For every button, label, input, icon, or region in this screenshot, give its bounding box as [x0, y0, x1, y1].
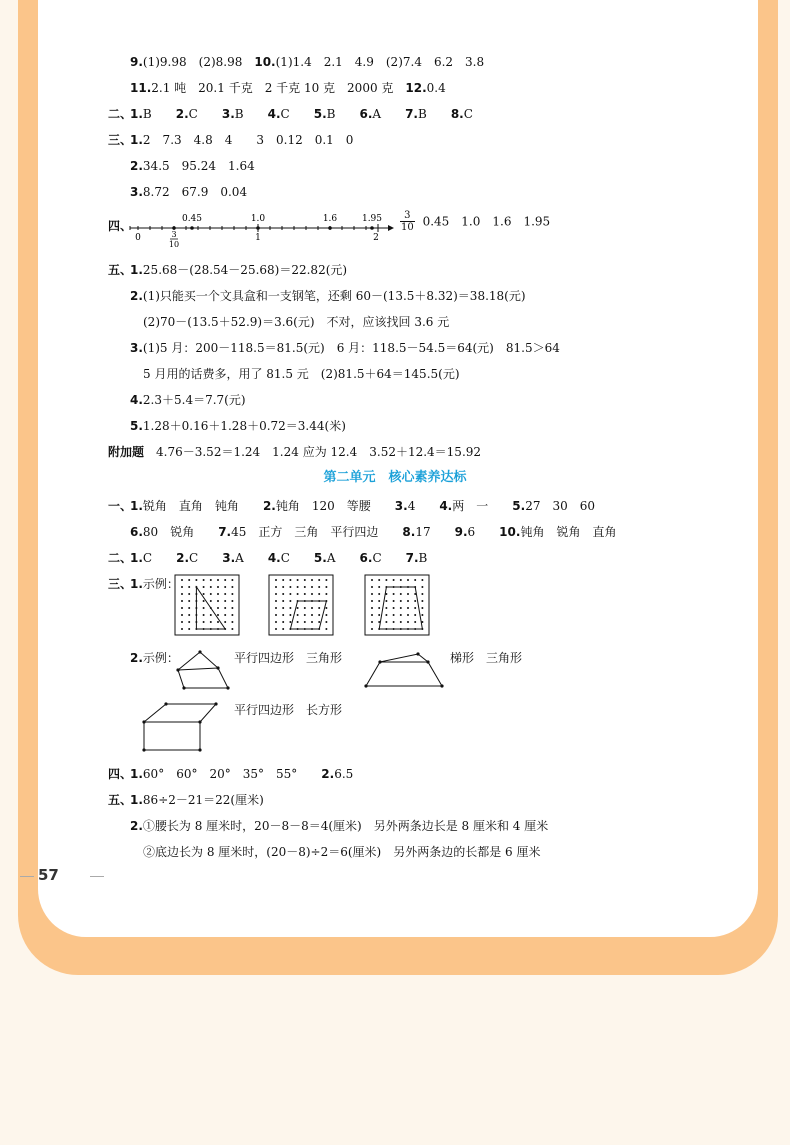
fraction: $\frac{3}{10}$	[401, 210, 414, 233]
tick-label-bottom: 0	[135, 233, 141, 243]
answer-line: 2.(1)只能买一个文具盒和一支钢笔，还剩 60－(13.5＋8.32)＝38.18(元)	[130, 289, 526, 303]
shape-parallelogram-rectangle	[140, 700, 220, 756]
answer-line: 1.2 7.3 4.8 4 3 0.12 0.1 0	[130, 133, 354, 147]
answer-line: 5.1.28＋0.16＋1.28＋0.72＝3.44(米)	[130, 419, 346, 433]
answer-line: 1.锐角 直角 钝角 2.钝角 120 等腰 3.4 4.两 一 5.27 30 60	[130, 499, 595, 513]
tick-label-top: 1.6	[322, 214, 338, 224]
shape-label: 平行四边形 三角形	[234, 651, 343, 665]
answer-line: ②底边长为 8 厘米时，(20－8)÷2＝6(厘米) 另外两条边的长都是 6 厘米	[143, 845, 541, 859]
answer-line: 1.86÷2－21＝22(厘米)	[130, 793, 264, 807]
answer-line: 4.2.3＋5.4＝7.7(元)	[130, 393, 246, 407]
section-label: 五、	[108, 263, 133, 277]
section-label: 二、	[108, 551, 133, 565]
shape-label: 梯形 三角形	[450, 651, 523, 665]
answer-line: 1.25.68－(28.54－25.68)＝22.82(元)	[130, 263, 348, 277]
section-label: 三、	[108, 133, 133, 147]
answer-line: 3.(1)5 月：200－118.5＝81.5(元) 6 月：118.5－54.5＝64(元) 81.5＞64	[130, 341, 560, 355]
dot-grid-parallelogram	[268, 574, 334, 636]
answer-line: 1.示例：	[130, 577, 179, 591]
dot-grid-triangle	[174, 574, 240, 636]
answer-line: 2.①腰长为 8 厘米时，20－8－8＝4(厘米) 另外两条边长是 8 厘米和 4 厘米	[130, 819, 549, 833]
answer-line: 11.2.1 吨 20.1 千克 2 千克 10 克 2000 克 12.0.4	[130, 81, 446, 95]
shape-parallelogram-triangle	[170, 644, 234, 692]
page-number-rule	[90, 876, 104, 877]
tick-label-top: 0.45	[181, 214, 203, 224]
answer-line: 1.C 2.C 3.A 4.C 5.A 6.C 7.B	[130, 551, 428, 565]
answer-line: 1.B 2.C 3.B 4.C 5.B 6.A 7.B 8.C	[130, 107, 473, 121]
tick-label-bottom: 2	[373, 233, 379, 243]
answer-line: 附加题 4.76－3.52＝1.24 1.24 应为 12.4 3.52＋12.4＝15.92	[108, 445, 482, 459]
tick-label-top: 1.95	[361, 214, 383, 224]
tick-label-top: 1.0	[250, 214, 266, 224]
answer-line: 2.示例：	[130, 651, 179, 665]
answer-line: 6.80 锐角 7.45 正方 三角 平行四边 8.17 9.6 10.钝角 锐角 直角	[130, 525, 617, 539]
fraction-denominator: 10	[168, 240, 180, 249]
answer-line: 1.60° 60° 20° 35° 55° 2.6.5	[130, 767, 354, 781]
unit-title: 第二单元 核心素养达标	[323, 470, 467, 485]
shape-label: 平行四边形 长方形	[234, 703, 343, 717]
page-number-rule	[20, 876, 34, 877]
answer-line: 9.(1)9.98 (2)8.98 10.(1)1.4 2.1 4.9 (2)7.4 6.2 3.8	[130, 55, 485, 69]
section-label: 二、	[108, 107, 133, 121]
section-label: 四、	[108, 767, 133, 781]
page-number: 57	[38, 866, 59, 884]
shape-trapezoid-triangle	[362, 646, 446, 692]
section-label: 一、	[108, 499, 133, 513]
number-line-answer: $\frac{3}{10}$ 0.45 1.0 1.6 1.95	[401, 210, 551, 233]
answer-line: 3.8.72 67.9 0.04	[130, 185, 248, 199]
dot-grid-trapezoid	[364, 574, 430, 636]
answer-line: 2.34.5 95.24 1.64	[130, 159, 255, 173]
section-label: 三、	[108, 577, 133, 591]
answer-line: (2)70－(13.5＋52.9)＝3.6(元) 不对，应该找回 3.6 元	[143, 315, 450, 329]
answer-line: 5 月用的话费多，用了 81.5 元 (2)81.5＋64＝145.5(元)	[143, 367, 460, 381]
section-label: 五、	[108, 793, 133, 807]
section-label: 四、	[108, 219, 133, 233]
tick-label-bottom: 1	[255, 233, 261, 243]
number-line	[126, 208, 396, 250]
fraction-numerator: 3	[171, 230, 177, 239]
